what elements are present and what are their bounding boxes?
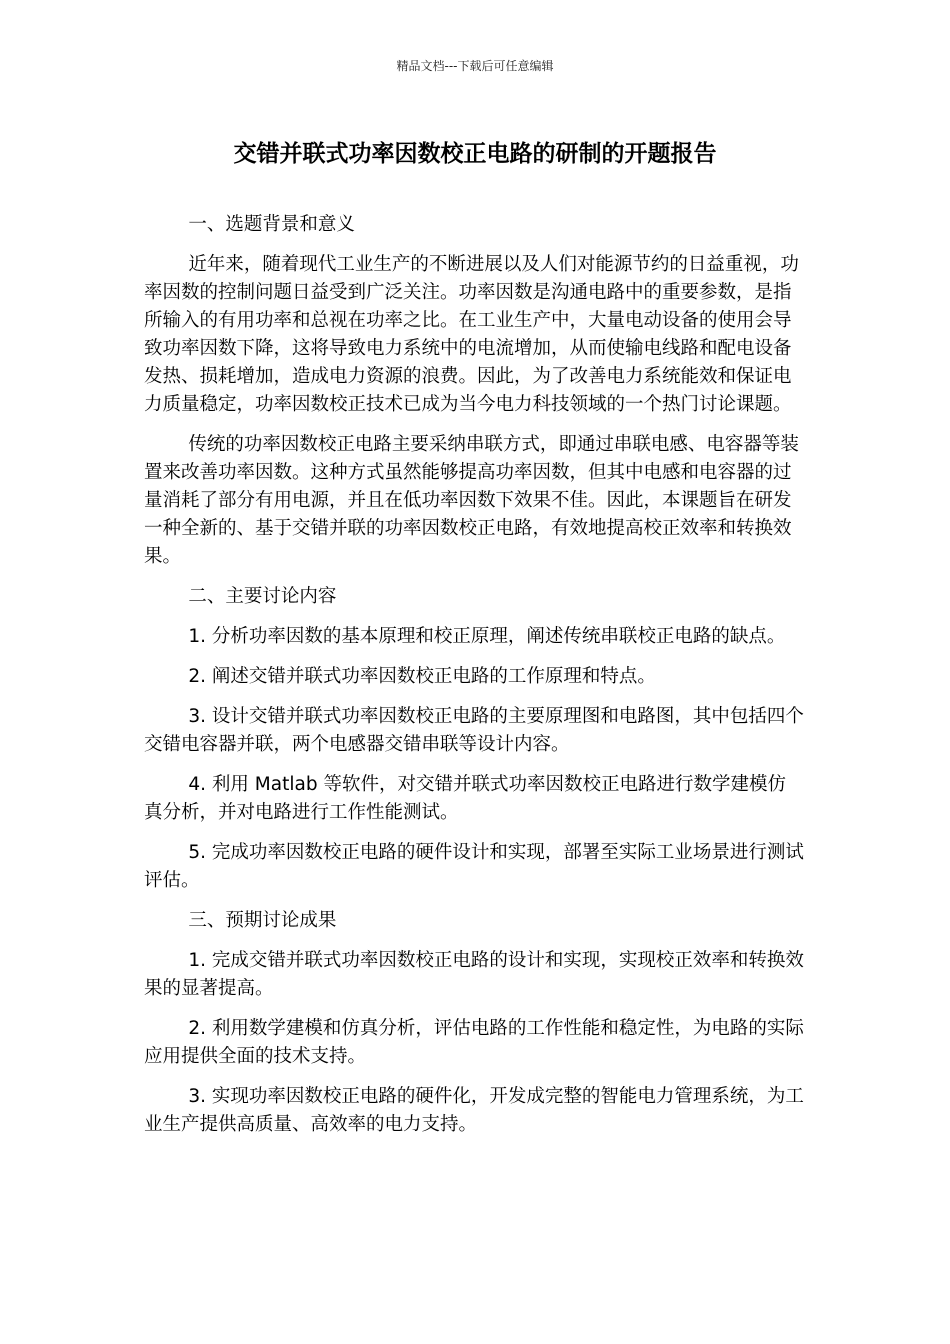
list-item-content-5: 5. 完成功率因数校正电路的硬件设计和实现，部署至实际工业场景进行测试评估。 <box>144 842 804 891</box>
list-item-content-2: 2. 阐述交错并联式功率因数校正电路的工作原理和特点。 <box>188 666 656 687</box>
paragraph-background-2: 传统的功率因数校正电路主要采纳串联方式，即通过串联电感、电容器等装置来改善功率因数。这种方式虽然能够提高功率因数，但其中电感和电容器的过量消耗了部分有用电源，并且在低功率因数下效果不佳。因此，本课题旨在研发一种全新的、基于交错并联的功率因数校正电路，有效地提高校正效率和转换效果。 <box>144 434 799 567</box>
section-heading-expected-results: 三、预期讨论成果 <box>188 910 337 931</box>
document-title: 交错并联式功率因数校正电路的研制的开题报告 <box>233 141 717 167</box>
list-item-result-3: 3. 实现功率因数校正电路的硬件化，开发成完整的智能电力管理系统，为工业生产提供高质量、高效率的电力支持。 <box>144 1086 804 1135</box>
section-heading-background: 一、选题背景和意义 <box>188 214 355 235</box>
document-body <box>144 211 804 1151</box>
page-header-note: 精品文档---下载后可任意编辑 <box>396 59 554 73</box>
list-item-result-2: 2. 利用数学建模和仿真分析，评估电路的工作性能和稳定性，为电路的实际应用提供全面的技术支持。 <box>144 1018 804 1067</box>
list-item-content-1: 1. 分析功率因数的基本原理和校正原理，阐述传统串联校正电路的缺点。 <box>188 626 786 647</box>
list-item-content-4: 4. 利用 Matlab 等软件，对交错并联式功率因数校正电路进行数学建模仿真分析，并对电路进行工作性能测试。 <box>144 774 786 823</box>
paragraph-background-1: 近年来，随着现代工业生产的不断进展以及人们对能源节约的日益重视，功率因数的控制问题日益受到广泛关注。功率因数是沟通电路中的重要参数，是指所输入的有用功率和总视在功率之比。在工业生产中，大量电动设备的使用会导致功率因数下降，这将导致电力系统中的电流增加，从而使输电线路和配电设备发热、损耗增加，造成电力资源的浪费。因此，为了改善电力系统能效和保证电力质量稳定，功率因数校正技术已成为当今电力科技领域的一个热门讨论课题。 <box>144 254 799 415</box>
list-item-content-3: 3. 设计交错并联式功率因数校正电路的主要原理图和电路图，其中包括四个交错电容器并联，两个电感器交错串联等设计内容。 <box>144 706 804 755</box>
section-heading-main-content: 二、主要讨论内容 <box>188 586 337 607</box>
list-item-result-1: 1. 完成交错并联式功率因数校正电路的设计和实现，实现校正效率和转换效果的显著提高。 <box>144 950 804 999</box>
